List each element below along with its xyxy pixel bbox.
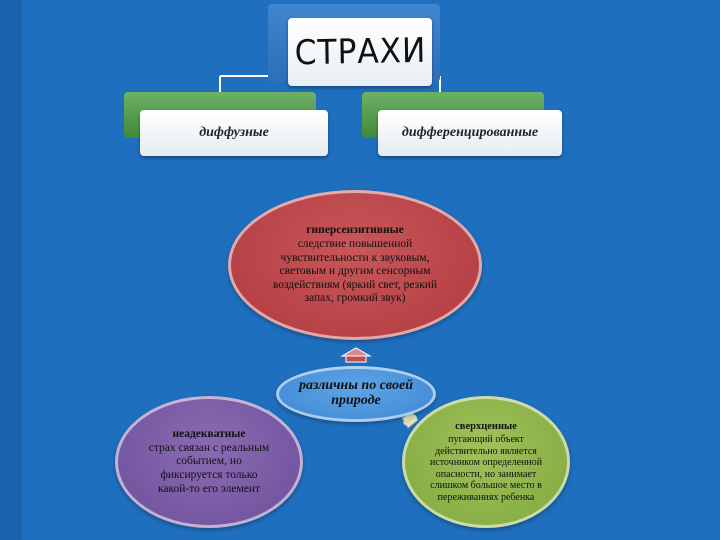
category-differentiated-label: дифференцированные — [401, 125, 539, 140]
pointer-up — [342, 348, 370, 362]
category-diffuse — [140, 110, 328, 156]
center-node — [276, 366, 436, 422]
node-inadequate-heading: неадекватные — [172, 427, 246, 440]
center-node-label: различны по своей природе — [299, 378, 413, 408]
category-diffuse-label: диффузные — [199, 125, 269, 140]
node-hypersensitive-text: следствие повышенной чувствительности к звуковым, световым и другим сенсорным воздействиям (яркий свет, резкий запах, громкий звук) — [272, 238, 438, 305]
node-overvalued — [402, 396, 570, 528]
node-hypersensitive-heading: гиперсензитивные — [306, 224, 404, 237]
node-overvalued-text: пугающий объект действительно является источником определенной опасности, но занимает слишком большое место в переживаниях ребенка — [429, 434, 543, 503]
title-box — [288, 18, 432, 86]
node-hypersensitive — [228, 190, 482, 340]
node-inadequate-text: страх связан с реальным событием, но фиксируется только какой-то его элемент — [148, 441, 270, 495]
category-differentiated — [378, 110, 562, 156]
title-text: СТРАХИ — [293, 30, 427, 74]
node-overvalued-heading: сверхценные — [455, 421, 517, 432]
node-inadequate — [115, 396, 303, 528]
